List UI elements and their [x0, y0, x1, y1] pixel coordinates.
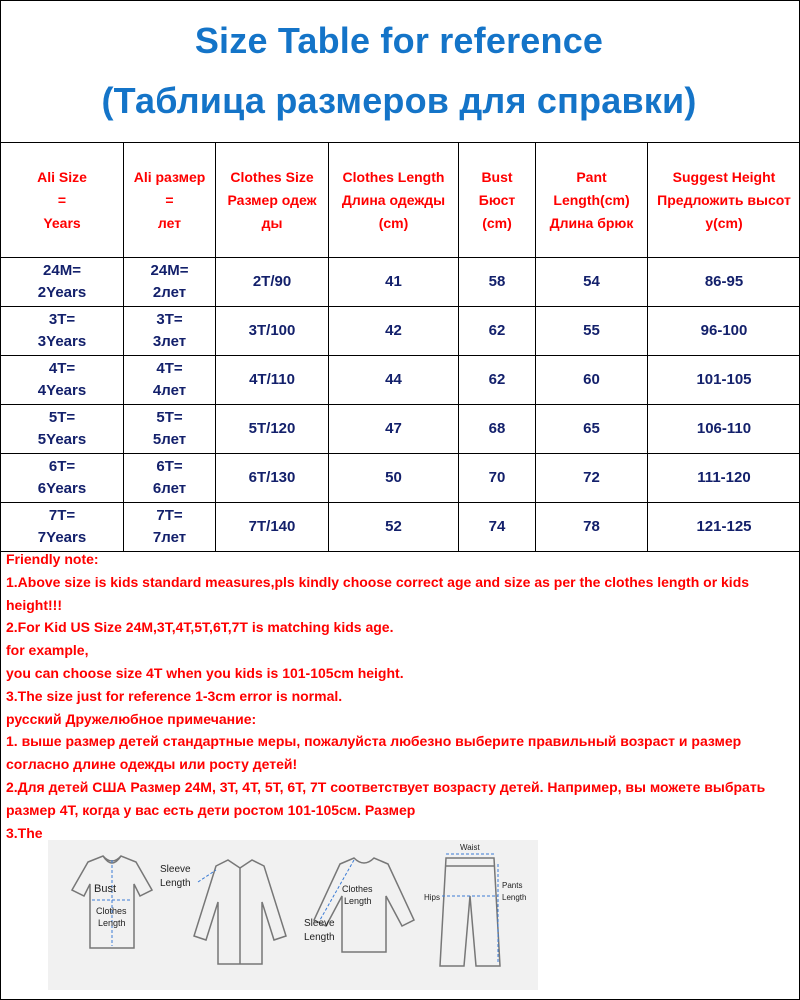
- note-line: 3.The size just for reference 1-3cm error is normal.: [6, 687, 343, 704]
- cell-pant-length: 72: [536, 454, 648, 503]
- cell-ali-size: 5T= 5Years: [1, 405, 124, 454]
- cell-bust: 70: [459, 454, 536, 503]
- cell-bust: 74: [459, 503, 536, 552]
- cell-ali-size: 24M= 2Years: [1, 258, 124, 307]
- size-table: [0, 142, 800, 552]
- pants-icon: [440, 858, 500, 966]
- table-row: [1, 454, 800, 503]
- cell-clothes-size: 2T/90: [216, 258, 329, 307]
- cell-pant-length: 78: [536, 503, 648, 552]
- cell-bust: 62: [459, 356, 536, 405]
- cell-clothes-length: 50: [329, 454, 459, 503]
- cell-pant-length: 55: [536, 307, 648, 356]
- cell-clothes-length: 44: [329, 356, 459, 405]
- note-line: 1. выше размер детей стандартные меры, пожалуйста любезно выберите правильный возраст и размер согласно длине одежды или росту детей!: [6, 733, 742, 773]
- cell-ali-size-ru: 4T= 4лет: [124, 356, 216, 405]
- title-russian: (Таблица размеров для справки): [101, 80, 697, 121]
- label-hips: Hips: [424, 893, 441, 902]
- table-row: [1, 258, 800, 307]
- label-sleeve: Sleeve: [160, 864, 191, 875]
- label-length: Length: [98, 918, 126, 928]
- note-line: for example,: [6, 642, 89, 659]
- cell-bust: 68: [459, 405, 536, 454]
- cell-pant-length: 60: [536, 356, 648, 405]
- table-row: [1, 405, 800, 454]
- cell-suggest-height: 86-95: [648, 258, 800, 307]
- cell-ali-size-ru: 3T= 3лет: [124, 307, 216, 356]
- cell-pant-length: 54: [536, 258, 648, 307]
- cell-suggest-height: 111-120: [648, 454, 800, 503]
- label-waist: Waist: [460, 843, 480, 852]
- cell-clothes-size: 3T/100: [216, 307, 329, 356]
- cell-clothes-size: 4T/110: [216, 356, 329, 405]
- cell-clothes-length: 41: [329, 258, 459, 307]
- cell-ali-size: 4T= 4Years: [1, 356, 124, 405]
- cell-suggest-height: 101-105: [648, 356, 800, 405]
- cell-ali-size-ru: 6T= 6лет: [124, 454, 216, 503]
- note-line: 3.The: [6, 824, 43, 841]
- note-heading: Friendly note:: [6, 551, 99, 567]
- cell-clothes-length: 42: [329, 307, 459, 356]
- friendly-notes: [6, 548, 796, 844]
- cell-pant-length: 65: [536, 405, 648, 454]
- cell-clothes-size: 5T/120: [216, 405, 329, 454]
- label-pants-length: Length: [502, 893, 527, 902]
- table-row: [1, 503, 800, 552]
- header-clothes-size: Clothes Size Размер одеж ды: [216, 143, 329, 258]
- label-bust: Bust: [94, 883, 117, 895]
- note-line: you can choose size 4T when you kids is 101-105cm height.: [6, 664, 404, 681]
- label-length-2: Length: [344, 896, 372, 906]
- label-sleeve-2: Sleeve: [304, 918, 335, 929]
- header-bust: Bust Бюст (cm): [459, 143, 536, 258]
- cell-clothes-size: 7T/140: [216, 503, 329, 552]
- cell-ali-size-ru: 24M= 2лет: [124, 258, 216, 307]
- note-heading-ru: русский Дружелюбное примечание:: [6, 710, 257, 727]
- header-clothes-length: Clothes Length Длина одежды (cm): [329, 143, 459, 258]
- cell-suggest-height: 121-125: [648, 503, 800, 552]
- cell-ali-size-ru: 5T= 5лет: [124, 405, 216, 454]
- cell-clothes-size: 6T/130: [216, 454, 329, 503]
- label-clothes-2: Clothes: [342, 884, 373, 894]
- title-english: Size Table for reference: [194, 20, 604, 61]
- note-line: 2.Для детей США Размер 24M, 3T, 4T, 5T, 6T, 7T соответствует возрасту детей. Например, вы можете выбрать размер 4T, когда у вас есть дети ростом 101-105см. Размер: [6, 778, 766, 818]
- cell-bust: 62: [459, 307, 536, 356]
- label-length-3: Length: [304, 932, 335, 943]
- cell-clothes-length: 47: [329, 405, 459, 454]
- note-line: 1.Above size is kids standard measures,pls kindly choose correct age and size as per the clothes length or kids height!!!: [6, 573, 750, 613]
- title-section: [0, 0, 798, 143]
- measurement-diagram: [48, 840, 538, 990]
- cell-ali-size-ru: 7T= 7лет: [124, 503, 216, 552]
- label-sleeve-length: Length: [160, 878, 191, 889]
- cell-ali-size: 3T= 3Years: [1, 307, 124, 356]
- cell-clothes-length: 52: [329, 503, 459, 552]
- cell-suggest-height: 106-110: [648, 405, 800, 454]
- note-line: 2.For Kid US Size 24M,3T,4T,5T,6T,7T is matching kids age.: [6, 619, 394, 636]
- cell-ali-size: 6T= 6Years: [1, 454, 124, 503]
- label-pants: Pants: [502, 881, 523, 890]
- cell-ali-size: 7T= 7Years: [1, 503, 124, 552]
- table-row: [1, 307, 800, 356]
- header-suggest-height: Suggest Height Предложить высот у(cm): [648, 143, 800, 258]
- label-clothes: Clothes: [96, 906, 127, 916]
- table-header-row: [1, 143, 800, 258]
- cell-bust: 58: [459, 258, 536, 307]
- header-ali-size: Ali Size = Years: [1, 143, 124, 258]
- table-row: [1, 356, 800, 405]
- header-ali-size-ru: Ali размер = лет: [124, 143, 216, 258]
- header-pant-length: Pant Length(cm) Длина брюк: [536, 143, 648, 258]
- cell-suggest-height: 96-100: [648, 307, 800, 356]
